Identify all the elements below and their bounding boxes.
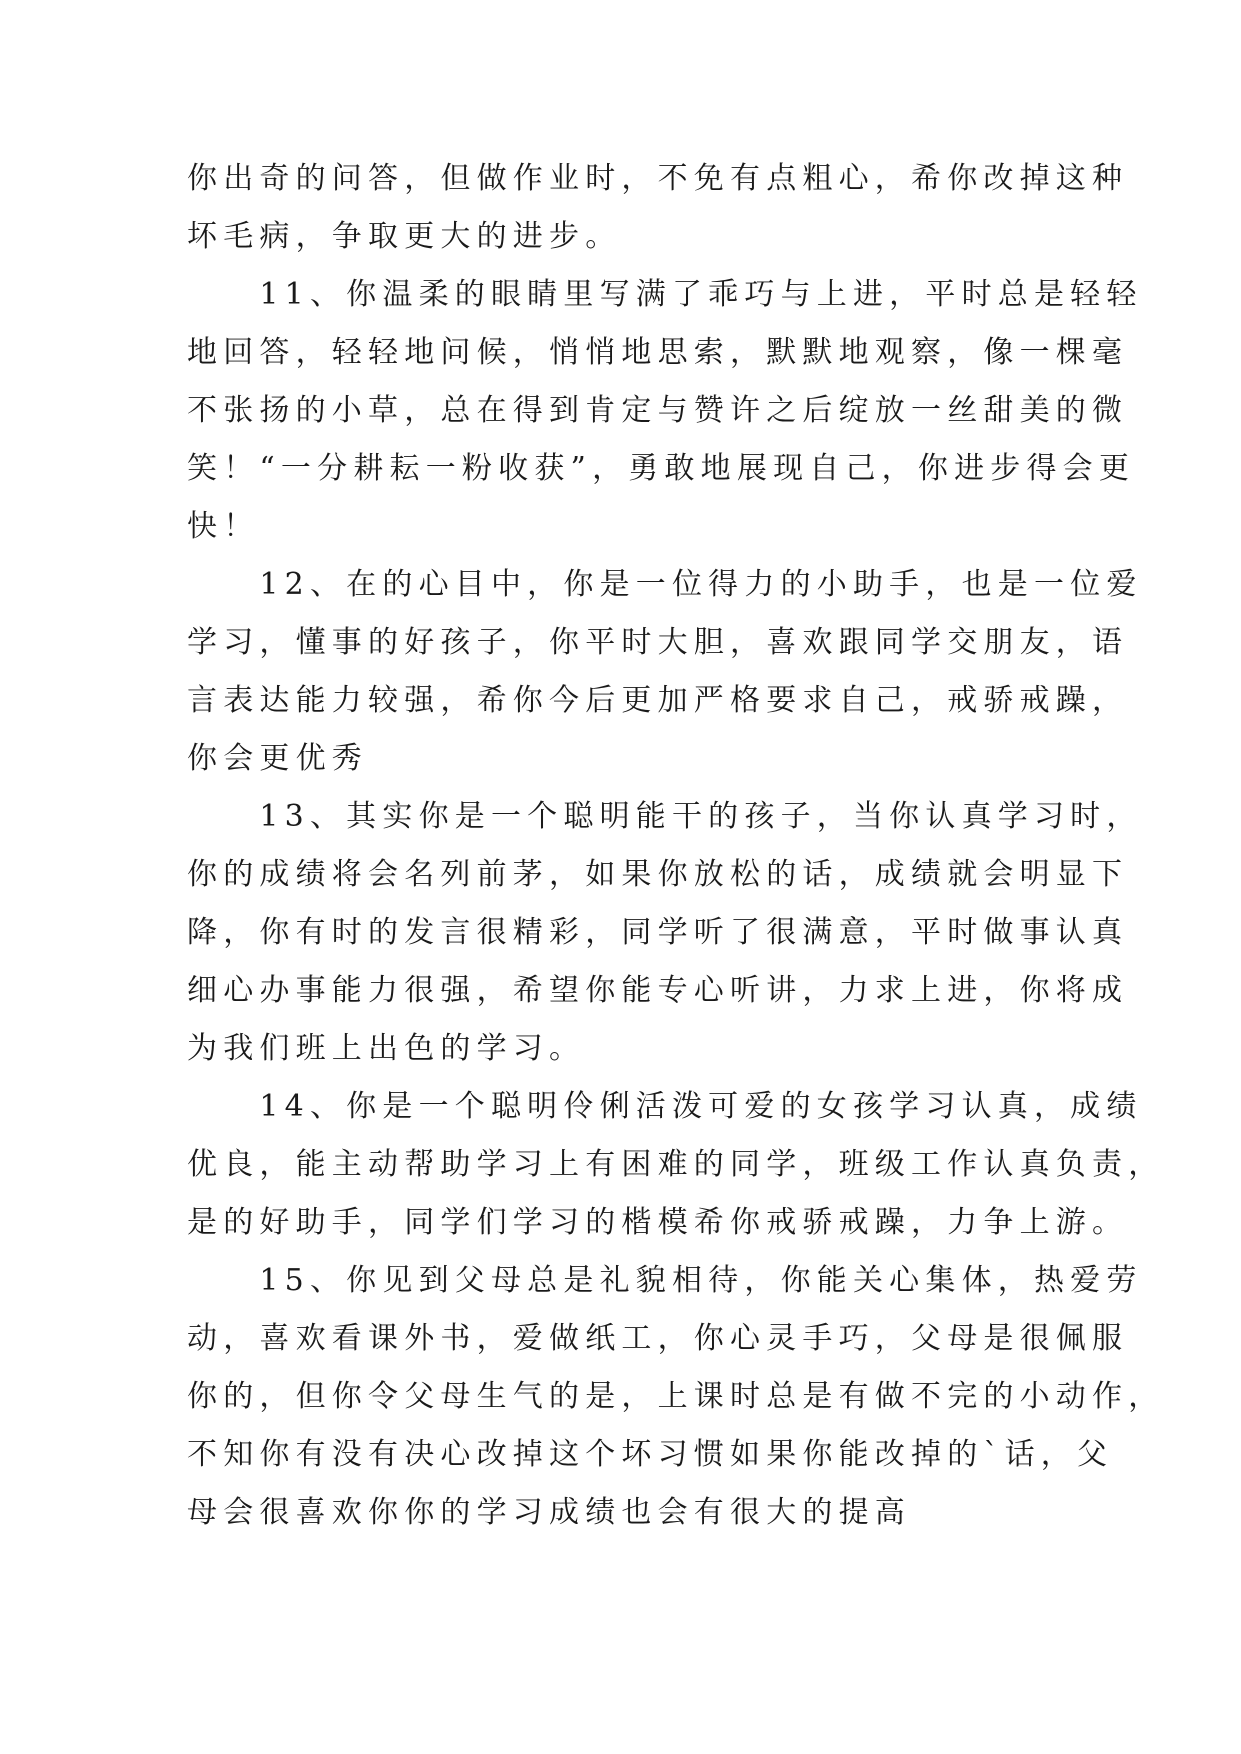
text-line: 你的成绩将会名列前茅，如果你放松的话，成绩就会明显下 — [187, 857, 1129, 892]
text-line: 快！ — [187, 509, 260, 544]
text-line: 动，喜欢看课外书，爱做纸工，你心灵手巧，父母是很佩服 — [187, 1321, 1129, 1356]
text-line: 笑！“一分耕耘一粉收获”，勇敢地展现自己，你进步得会更 — [187, 451, 1136, 486]
text-line: 为我们班上出色的学习。 — [187, 1031, 586, 1066]
text-line: 优良，能主动帮助学习上有困难的同学，班级工作认真负责， — [187, 1147, 1165, 1182]
text-line: 不张扬的小草，总在得到肯定与赞许之后绽放一丝甜美的微 — [187, 393, 1129, 428]
text-line: 言表达能力较强，希你今后更加严格要求自己，戒骄戒躁， — [187, 683, 1129, 718]
text-line: 坏毛病，争取更大的进步。 — [187, 219, 622, 254]
text-line: 细心办事能力很强，希望你能专心听讲，力求上进，你将成 — [187, 973, 1129, 1008]
text-line: 不知你有没有决心改掉这个坏习惯如果你能改掉的`话，父 — [187, 1437, 1114, 1472]
document-body — [187, 150, 1165, 1542]
text-line: 你出奇的问答，但做作业时，不免有点粗心，希你改掉这种 — [187, 161, 1129, 196]
text-line: 12、在的心目中，你是一位得力的小助手，也是一位爱 — [187, 567, 1143, 602]
text-line: 母会很喜欢你你的学习成绩也会有很大的提高 — [187, 1495, 911, 1530]
text-line: 降，你有时的发言很精彩，同学听了很满意，平时做事认真 — [187, 915, 1129, 950]
paragraph-14 — [187, 1078, 1165, 1252]
text-line: 你的，但你令父母生气的是，上课时总是有做不完的小动作， — [187, 1379, 1165, 1414]
paragraph-15 — [187, 1252, 1165, 1542]
text-line: 你会更优秀 — [187, 741, 368, 776]
paragraph-12 — [187, 556, 1143, 788]
text-line: 14、你是一个聪明伶俐活泼可爱的女孩学习认真，成绩 — [187, 1089, 1143, 1124]
paragraph-11 — [187, 266, 1143, 556]
text-line: 是的好助手，同学们学习的楷模希你戒骄戒躁，力争上游。 — [187, 1205, 1129, 1240]
text-line: 13、其实你是一个聪明能干的孩子，当你认真学习时， — [187, 799, 1143, 834]
text-line: 11、你温柔的眼睛里写满了乖巧与上进，平时总是轻轻 — [187, 277, 1143, 312]
text-line: 学习，懂事的好孩子，你平时大胆，喜欢跟同学交朋友，语 — [187, 625, 1129, 660]
paragraph-10-continued — [187, 150, 1129, 266]
paragraph-13 — [187, 788, 1143, 1078]
text-line: 地回答，轻轻地问候，悄悄地思索，默默地观察，像一棵毫 — [187, 335, 1129, 370]
text-line: 15、你见到父母总是礼貌相待，你能关心集体，热爱劳 — [187, 1263, 1143, 1298]
